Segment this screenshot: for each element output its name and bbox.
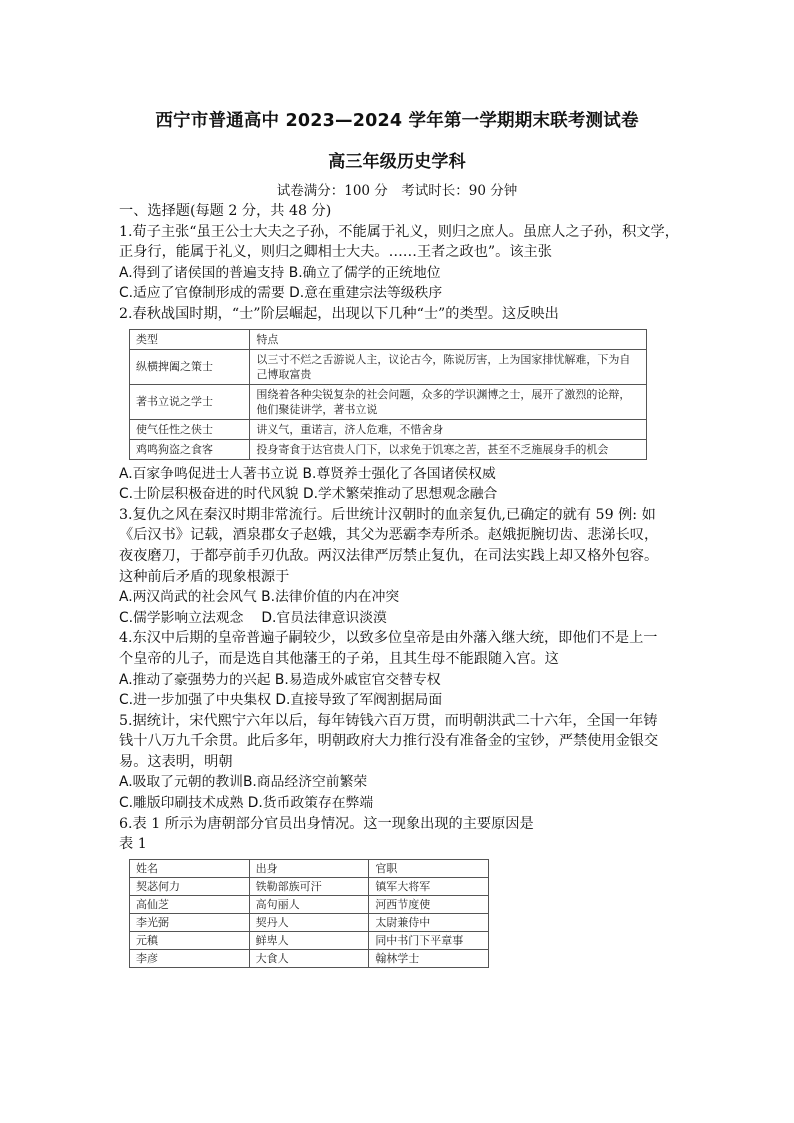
table-cell: 著书立说之学士 <box>130 384 250 419</box>
q1-stem-line1: 1.荀子主张“虽王公士大夫之子孙，不能属于礼义，则归之庶人。虽庶人之子孙，积文学， <box>119 223 679 240</box>
table-cell: 以三寸不烂之舌游说人主，议论古今，陈说厉害，上为国家排忧解难，下为自己博取富贵 <box>250 349 647 384</box>
q4-stem-line2: 个皇帝的儿子，而是选自其他藩王的子弟，且其生母不能跟随入宫。这 <box>119 650 559 667</box>
q4-options-cd: C.进一步加强了中央集权 D.直接导致了军阀割据局面 <box>119 692 443 709</box>
q1-options-ab: A.得到了诸侯国的普遍支持 B.确立了儒学的正统地位 <box>119 264 441 281</box>
q2-table <box>129 329 647 460</box>
q1-stem-line2: 正身行，能属于礼义，则归之卿相士大夫。……王者之政也”。该主张 <box>119 244 552 261</box>
q3-option-c: C.儒学影响立法观念 <box>119 609 244 626</box>
table-cell: 大食人 <box>249 949 369 967</box>
q5-options-cd: C.雕版印刷技术成熟 D.货币政策存在弊端 <box>119 795 374 812</box>
table-cell: 河西节度使 <box>369 895 489 913</box>
table-cell: 契丹人 <box>249 913 369 931</box>
table-row <box>130 913 489 931</box>
table-cell: 李彦 <box>130 949 250 967</box>
exam-body <box>119 201 695 972</box>
q6-stem: 6.表 1 所示为唐朝部分官员出身情况。这一现象出现的主要原因是 <box>119 815 534 832</box>
q3-stem-line2: 《后汉书》记载，酒泉郡女子赵娥，其父为恶霸李寿所杀。赵娥扼腕切齿、悲涕长叹， <box>119 527 659 544</box>
q2-stem: 2.春秋战国时期，“士”阶层崛起，出现以下几种“士”的类型。这反映出 <box>119 305 559 322</box>
table-cell: 投身寄食于达官贵人门下，以求免于饥寒之苦，甚至不乏施展身手的机会 <box>250 439 647 459</box>
table-cell: 元稹 <box>130 931 250 949</box>
table-cell: 围绕着各种尖锐复杂的社会问题，众多的学识渊博之士，展开了激烈的论辩，他们聚徒讲学，著书立说 <box>250 384 647 419</box>
q3-stem-line4: 这种前后矛盾的现象根源于 <box>119 568 290 585</box>
table-header-cell: 特点 <box>250 329 647 349</box>
q3-stem-line1: 3.复仇之风在秦汉时期非常流行。后世统计汉朝时的血亲复仇,已确定的就有 59 例: 如 <box>119 506 656 523</box>
table-cell: 鲜卑人 <box>249 931 369 949</box>
q3-options-cd <box>119 608 695 629</box>
table-row <box>130 931 489 949</box>
q6-table-caption: 表 1 <box>119 836 147 853</box>
table-cell: 讲义气，重诺言，济人危难，不惜舍身 <box>250 419 647 439</box>
q3-option-d: D.官员法律意识淡漠 <box>261 609 387 626</box>
q4-options-ab: A.推动了豪强势力的兴起 B.易造成外戚宦官交替专权 <box>119 671 441 688</box>
exam-meta: 试卷满分：100 分 考试时长：90 分钟 <box>276 183 518 199</box>
table-row <box>130 384 647 419</box>
q5-stem-line3: 易。这表明，明朝 <box>119 753 233 770</box>
table-cell: 翰林学士 <box>369 949 489 967</box>
table-row <box>130 895 489 913</box>
table-row <box>130 419 647 439</box>
section-heading: 一、选择题(每题 2 分，共 48 分) <box>119 203 332 219</box>
q5-stem-line1: 5.据统计，宋代熙宁六年以后，每年铸钱六百万贯，而明朝洪武二十六年，全国一年铸 <box>119 712 658 729</box>
table-cell: 纵横捭阖之策士 <box>130 349 250 384</box>
q6-table <box>129 859 489 968</box>
table-cell: 李光弼 <box>130 913 250 931</box>
q1-options-cd: C.适应了官僚制形成的需要 D.意在重建宗法等级秩序 <box>119 285 443 302</box>
table-cell: 高仙芝 <box>130 895 250 913</box>
table-cell: 高句丽人 <box>249 895 369 913</box>
table-cell: 鸡鸣狗盗之食客 <box>130 439 250 459</box>
q3-stem-line3: 夜夜磨刀，于都亭前手刃仇敌。两汉法律严厉禁止复仇，在司法实践上却又格外包容。 <box>119 547 659 564</box>
exam-title: 西宁市普通高中 2023—2024 学年第一学期期末联考测试卷 <box>155 111 639 131</box>
q2-options-cd: C.士阶层积极奋进的时代风貌 D.学术繁荣推动了思想观念融合 <box>119 486 498 503</box>
table-cell: 同中书门下平章事 <box>369 931 489 949</box>
table-cell: 镇军大将军 <box>369 877 489 895</box>
table-header-cell: 出身 <box>249 859 369 877</box>
table-cell: 使气任性之侠士 <box>130 419 250 439</box>
q3-options-ab: A.两汉尚武的社会风气 B.法律价值的内在冲突 <box>119 589 400 606</box>
table-header-row <box>130 859 489 877</box>
table-header-row <box>130 329 647 349</box>
table-row <box>130 349 647 384</box>
exam-subtitle: 高三年级历史学科 <box>328 152 466 172</box>
q2-options-ab: A.百家争鸣促进士人著书立说 B.尊贤养士强化了各国诸侯权威 <box>119 465 496 482</box>
q4-stem-line1: 4.东汉中后期的皇帝普遍子嗣较少，以致多位皇帝是由外藩入继大统，即他们不是上一 <box>119 630 658 647</box>
q5-options-ab: A.吸取了元朝的教训B.商品经济空前繁荣 <box>119 774 368 791</box>
q5-stem-line2: 钱十八万九千余贯。此后多年，明朝政府大力推行没有准备金的宝钞，严禁使用金银交 <box>119 733 659 750</box>
table-cell: 太尉兼侍中 <box>369 913 489 931</box>
table-row <box>130 949 489 967</box>
table-header-cell: 姓名 <box>130 859 250 877</box>
table-row <box>130 877 489 895</box>
table-cell: 契苾何力 <box>130 877 250 895</box>
table-header-cell: 官职 <box>369 859 489 877</box>
table-row <box>130 439 647 459</box>
table-header-cell: 类型 <box>130 329 250 349</box>
table-cell: 铁勒部族可汗 <box>249 877 369 895</box>
